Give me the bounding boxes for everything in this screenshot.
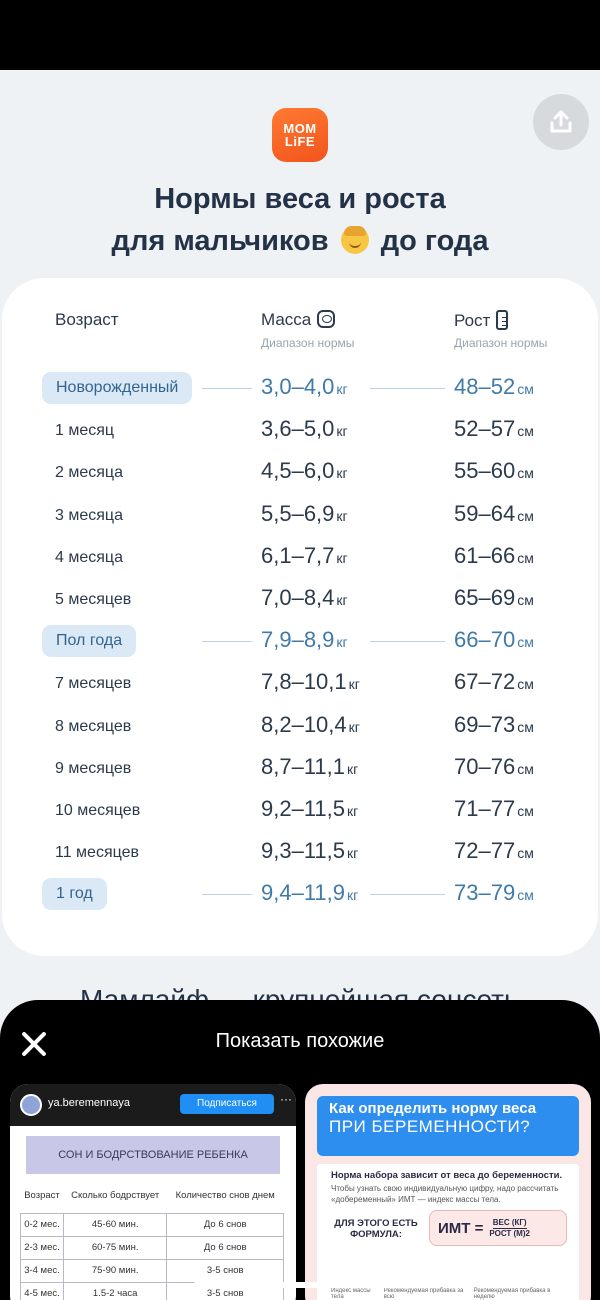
formula-den: РОСТ (М)2 — [489, 1229, 530, 1238]
row-height-unit: см — [517, 803, 534, 819]
scale-icon — [317, 310, 335, 328]
row-mass-unit: кг — [336, 381, 348, 397]
row-mass-unit: кг — [347, 887, 359, 904]
row-mass — [261, 838, 358, 864]
more-icon[interactable]: ··· — [280, 1092, 292, 1106]
row-height — [454, 585, 534, 611]
row-mass-unit: кг — [348, 676, 360, 693]
thumb2-formula — [429, 1210, 567, 1246]
row-height-unit: см — [517, 592, 534, 608]
row-mass — [261, 501, 348, 527]
row-mass-value: 9,2–11,5 — [261, 796, 346, 821]
row-age: 7 месяцев — [55, 675, 132, 693]
row-height-value: 67–72 — [454, 669, 516, 695]
table-cell: 75-90 мин. — [63, 1259, 166, 1282]
row-height-value: 52–57 — [454, 416, 516, 442]
row-age: 3 месяца — [55, 506, 123, 524]
row-height — [454, 669, 534, 695]
table-row — [2, 710, 598, 746]
share-button[interactable] — [533, 94, 589, 150]
row-mass-value: 9,3–11,5 — [261, 838, 346, 864]
row-height — [454, 880, 534, 906]
row-connector-line — [370, 894, 445, 895]
table-cell: 1.5-2 часа — [63, 1282, 166, 1300]
table-row — [2, 625, 598, 661]
page-title — [0, 178, 600, 262]
row-connector-line — [202, 388, 252, 389]
similar-pins-sheet — [0, 1000, 600, 1300]
row-height — [454, 796, 534, 822]
table-cell: 2-3 мес. — [21, 1236, 64, 1259]
formula-fraction — [489, 1218, 530, 1238]
table-row — [2, 794, 598, 830]
header-height-label: Рост — [454, 311, 491, 330]
row-mass-value: 8,2–10,4 — [261, 711, 347, 737]
table-cell: 3-5 снов — [167, 1282, 284, 1300]
row-height-value: 48–52 — [454, 374, 516, 399]
row-mass-unit: кг — [336, 592, 348, 608]
thumb2-banner-line1: Как определить норму веса — [329, 1100, 537, 1117]
table-row — [21, 1213, 284, 1236]
formula-num: ВЕС (КГ) — [492, 1218, 527, 1227]
table-row — [2, 583, 598, 619]
row-mass-unit: кг — [347, 803, 359, 819]
header-height — [454, 310, 508, 331]
table-row — [2, 372, 598, 408]
pin-image[interactable] — [0, 70, 600, 1070]
row-age: 4 месяца — [55, 548, 123, 566]
thumb2-foot1: Индекс массы тела — [331, 1288, 371, 1300]
row-height — [454, 501, 534, 527]
table-cell: 3-4 мес. — [21, 1259, 64, 1282]
row-height — [454, 754, 534, 780]
row-height-unit: см — [517, 423, 534, 440]
similar-pin-1[interactable] — [10, 1084, 296, 1300]
avatar — [20, 1094, 42, 1116]
header-mass — [261, 310, 335, 330]
thumb1-header — [10, 1084, 296, 1126]
home-indicator[interactable] — [193, 1282, 407, 1288]
sheet-title: Показать похожие — [215, 1030, 385, 1052]
row-mass-value: 5,5–6,9 — [261, 500, 335, 526]
row-height — [454, 543, 534, 569]
row-mass-value: 3,6–5,0 — [261, 416, 335, 442]
header-age: Возраст — [55, 310, 119, 329]
row-mass — [261, 669, 360, 695]
ruler-icon — [496, 310, 508, 330]
thumb1-subscribe-button[interactable]: Подписаться — [180, 1094, 274, 1114]
thumb1-col-2: Количество снов днем — [175, 1189, 275, 1201]
row-mass — [261, 416, 348, 442]
row-height — [454, 458, 534, 484]
title-line1: Нормы веса и роста — [154, 183, 446, 215]
row-mass-value: 9,4–11,9 — [261, 880, 346, 906]
table-row — [2, 878, 598, 914]
row-height-value: 65–69 — [454, 585, 516, 610]
table-row — [2, 541, 598, 577]
table-row — [2, 836, 598, 872]
thumb2-p2: Чтобы узнать свою индивидуальную цифру, надо рассчитать «добеременный» ИМТ — индекс массы тела. — [331, 1184, 559, 1204]
table-row — [2, 414, 598, 450]
table-row — [2, 752, 598, 788]
row-mass-unit: кг — [336, 423, 348, 440]
row-age: 5 месяцев — [55, 591, 132, 608]
row-height-unit: см — [517, 718, 534, 735]
logo-line2: LiFE — [284, 134, 316, 149]
row-height-value: 66–70 — [454, 627, 516, 653]
table-cell: 3-5 снов — [167, 1259, 284, 1282]
table-cell: До 6 снов — [167, 1236, 284, 1259]
thumb2-p1: Норма набора зависит от веса до беременности. — [331, 1170, 563, 1181]
thumb2-footer — [331, 1288, 571, 1300]
row-mass-unit: кг — [336, 549, 348, 566]
row-height-unit: см — [517, 760, 534, 777]
row-mass-value: 8,7–11,1 — [261, 753, 346, 779]
row-connector-line — [370, 641, 445, 642]
thumb2-banner — [317, 1096, 579, 1156]
title-line2-b: до года — [380, 225, 489, 257]
boy-emoji-icon — [341, 226, 369, 254]
thumb2-body — [317, 1164, 579, 1300]
thumb1-banner: СОН И БОДРСТВОВАНИЕ РЕБЕНКА — [26, 1136, 280, 1174]
header-mass-label: Масса — [261, 310, 312, 329]
row-height — [454, 838, 534, 864]
table-row — [2, 456, 598, 492]
row-height-unit: см — [517, 507, 534, 524]
title-line2 — [0, 220, 600, 262]
row-height — [454, 374, 534, 400]
row-height-value: 71–77 — [454, 796, 516, 821]
row-mass-unit: кг — [347, 760, 359, 777]
thumb1-col-1: Сколько бодрствует — [71, 1189, 160, 1201]
row-age: 8 месяцев — [55, 717, 132, 735]
row-height-value: 59–64 — [454, 500, 516, 526]
row-height-unit: см — [517, 887, 534, 904]
row-mass-unit: кг — [348, 718, 360, 735]
row-height-unit: см — [517, 465, 534, 482]
thumb1-username: ya.beremennaya — [48, 1097, 130, 1109]
thumb1-col-0: Возраст — [24, 1189, 60, 1201]
table-cell: 45-60 мин. — [63, 1213, 166, 1236]
row-mass — [261, 712, 360, 738]
status-bar — [0, 0, 600, 70]
row-age: 2 месяца — [55, 464, 123, 482]
row-age: 10 месяцев — [55, 802, 141, 819]
row-mass-value: 6,1–7,7 — [261, 542, 335, 568]
table-cell: До 6 снов — [167, 1213, 284, 1236]
row-mass-unit: кг — [336, 507, 348, 524]
row-height-value: 55–60 — [454, 458, 516, 484]
row-height — [454, 416, 534, 442]
row-connector-line — [370, 388, 445, 389]
row-height-value: 69–73 — [454, 711, 516, 737]
row-height-value: 70–76 — [454, 753, 516, 779]
thumb2-foot3: Рекомендуемая прибавка в неделю — [473, 1288, 551, 1300]
row-height-unit: см — [517, 676, 534, 693]
norms-table-card — [2, 278, 598, 956]
row-age: 9 месяцев — [55, 759, 132, 777]
row-height-value: 73–79 — [454, 880, 516, 906]
row-height-value: 61–66 — [454, 542, 516, 568]
row-connector-line — [202, 894, 252, 895]
row-height-unit: см — [517, 381, 534, 397]
row-age: 1 месяц — [55, 422, 115, 440]
momlife-logo — [272, 108, 328, 162]
row-height-unit: см — [517, 845, 534, 862]
row-mass-unit: кг — [347, 845, 359, 862]
table-row — [2, 667, 598, 703]
row-height-unit: см — [517, 549, 534, 566]
share-icon — [548, 109, 574, 135]
row-mass-unit: кг — [336, 634, 348, 651]
row-mass-unit: кг — [336, 465, 348, 482]
row-mass — [261, 754, 358, 780]
row-mass-value: 7,8–10,1 — [261, 669, 347, 695]
similar-pin-2[interactable] — [305, 1084, 591, 1300]
table-row — [21, 1259, 284, 1282]
table-row — [2, 499, 598, 535]
row-height — [454, 627, 534, 653]
row-age: Пол года — [42, 625, 136, 657]
row-mass — [261, 880, 358, 906]
formula-lhs: ИМТ = — [438, 1219, 484, 1237]
row-mass — [261, 543, 348, 569]
row-mass-value: 7,0–8,4 — [261, 585, 335, 610]
row-age: Новорожденный — [42, 372, 192, 404]
row-mass — [261, 458, 348, 484]
row-height — [454, 712, 534, 738]
row-age: 11 месяцев — [55, 844, 139, 862]
table-cell: 0-2 мес. — [21, 1213, 64, 1236]
table-row — [21, 1236, 284, 1259]
row-height-unit: см — [517, 634, 534, 651]
header-mass-sub: Диапазон нормы — [261, 336, 355, 350]
row-mass — [261, 627, 348, 653]
header-height-sub: Диапазон нормы — [454, 336, 548, 350]
logo-line1: MOM — [283, 121, 317, 136]
row-mass-value: 7,9–8,9 — [261, 627, 335, 653]
thumb2-banner-line2: ПРИ БЕРЕМЕННОСТИ? — [329, 1117, 531, 1136]
row-mass — [261, 796, 358, 822]
table-cell: 4-5 мес. — [21, 1282, 64, 1300]
row-height-value: 72–77 — [454, 838, 516, 864]
row-mass — [261, 374, 348, 400]
thumb2-formula-label: ДЛЯ ЭТОГО ЕСТЬ ФОРМУЛА: — [334, 1218, 418, 1240]
row-mass-value: 4,5–6,0 — [261, 458, 335, 484]
thumb2-foot2: Рекомендуемая прибавка за всю — [383, 1288, 464, 1300]
row-age: 1 год — [42, 878, 107, 910]
row-connector-line — [202, 641, 252, 642]
title-line2-a: для мальчиков — [111, 225, 329, 257]
row-mass — [261, 585, 348, 611]
table-cell: 60-75 мин. — [63, 1236, 166, 1259]
row-mass-value: 3,0–4,0 — [261, 374, 335, 399]
